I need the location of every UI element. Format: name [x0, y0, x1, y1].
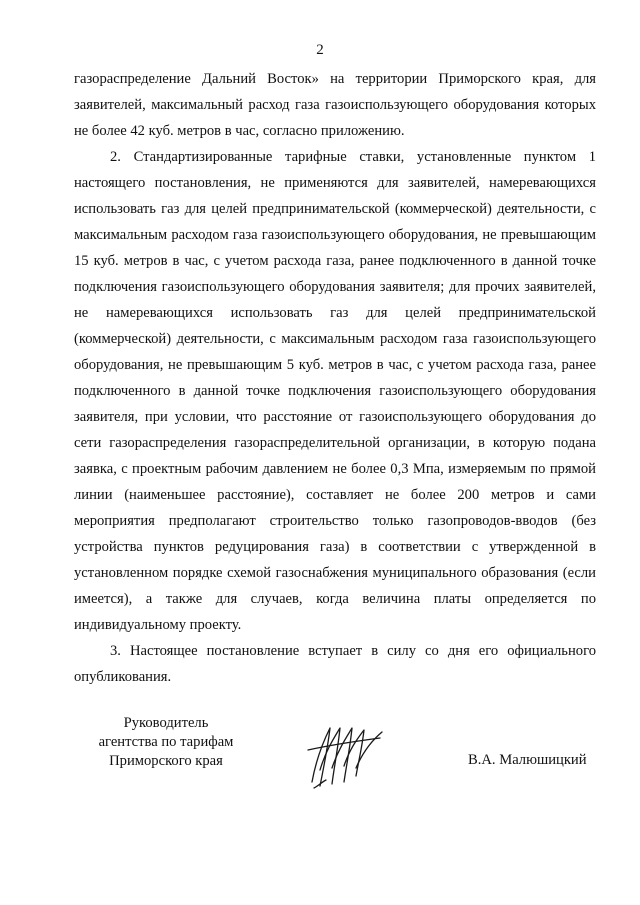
signature-block — [60, 714, 620, 804]
signer-title-line: Руководитель — [123, 715, 209, 731]
signer-name: В.А. Малюшицкий — [468, 752, 587, 768]
paragraph-3: 3. Настоящее постановление вступает в силу со дня его официального опубликования. — [74, 643, 596, 685]
paragraph-continuation: газораспределение Дальний Восток» на территории Приморского края, для заявителей, максимальный расход газа газоиспользующего оборудования которых не более 42 куб. метров в час, согласно приложению. — [74, 71, 596, 139]
signer-title — [86, 714, 246, 771]
signer-title-line: Приморского края — [109, 753, 223, 769]
handwritten-signature — [306, 720, 386, 792]
document-body — [74, 66, 596, 690]
paragraph-2: 2. Стандартизированные тарифные ставки, установленные пунктом 1 настоящего постановления, не применяются для заявителей, намеревающихся использовать газ для целей предпринимательской (коммерческой) деятельности, с максимальным расходом газа газоиспользующего оборудования, не превышающим 15 куб. метров в час, с учетом расхода газа, ранее подключенного в данной точке подключения газоиспользующего оборудования заявителя; для прочих заявителей, не намеревающихся использовать газ для целей предпринимательской (коммерческой) деятельности, с максимальным расходом газа газоиспользующего оборудования, не превышающим 5 куб. метров в час, с учетом расхода газа, ранее подключенного в данной точке подключения газоиспользующего оборудования заявителя, при условии, что расстояние от газоиспользующего оборудования до сети газораспределения газораспределительной организации, в которую подана заявка, с проектным рабочим давлением не более 0,3 Мпа, измеряемым по прямой линии (наименьшее расстояние), составляет не более 200 метров и сами мероприятия предполагают строительство только газопроводов-вводов (без устройства пунктов редуцирования газа) в соответствии с утвержденной в установленном порядке схемой газоснабжения муниципального образования (если имеется), а также для случаев, когда величина платы определяется по индивидуальному проекту. — [74, 149, 596, 633]
signer-title-line: агентства по тарифам — [98, 734, 234, 750]
page-number: 2 — [316, 42, 324, 58]
